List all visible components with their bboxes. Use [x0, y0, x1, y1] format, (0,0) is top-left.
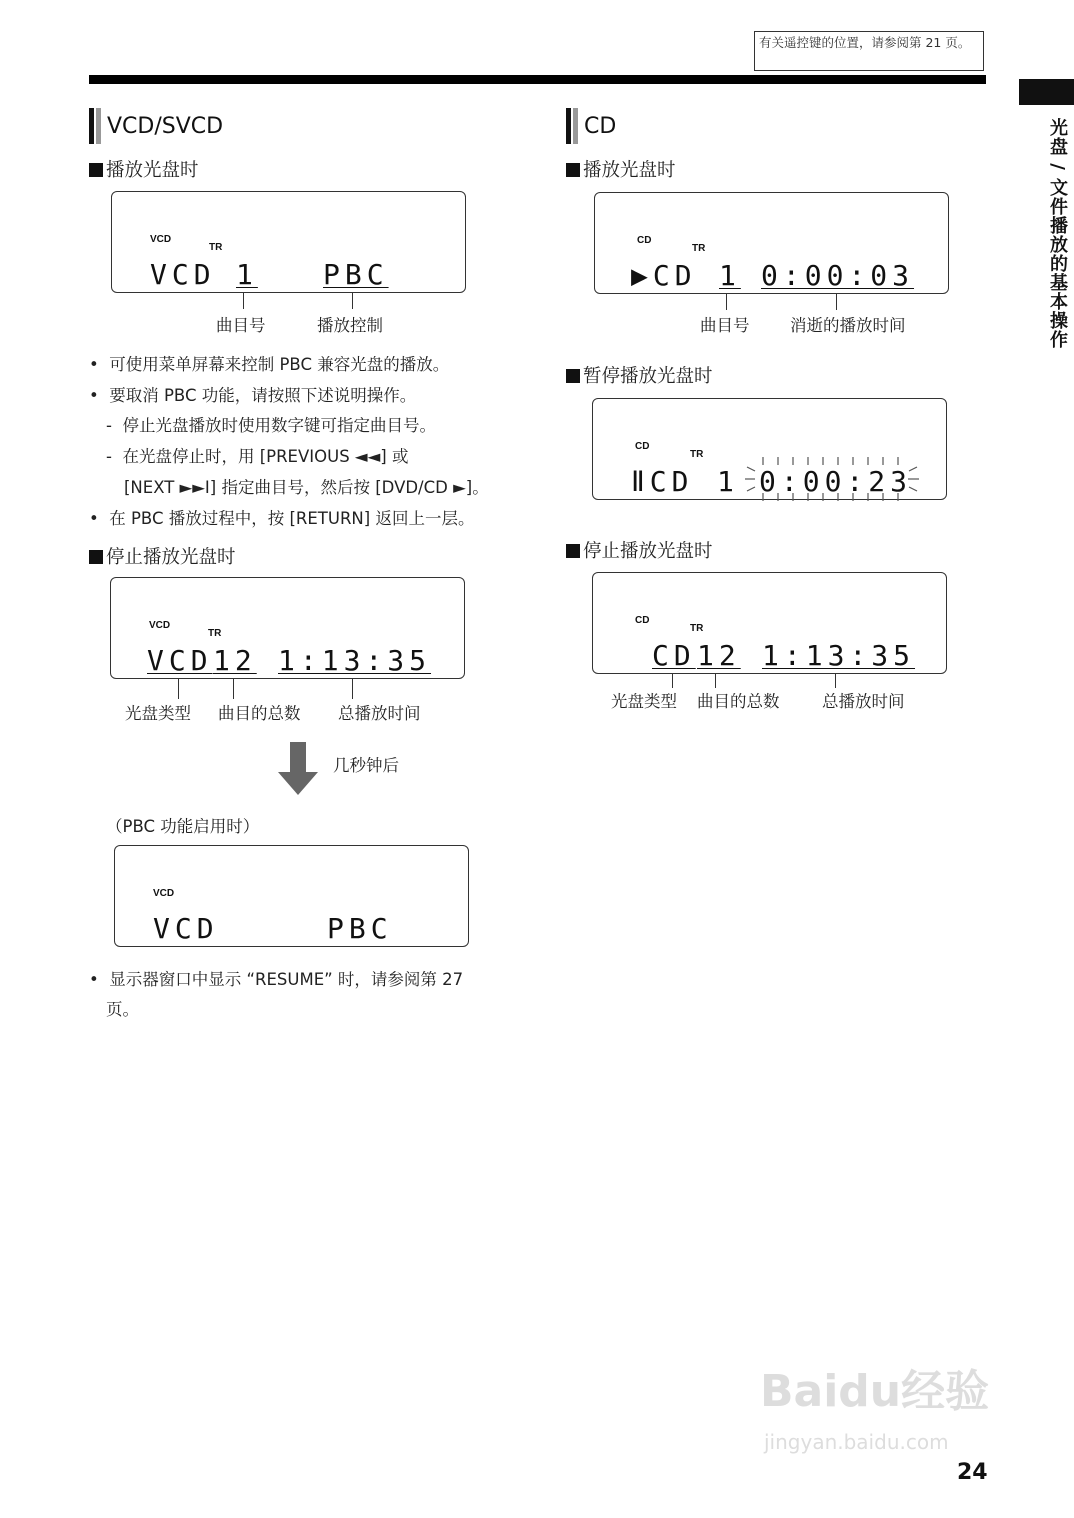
resume-note: • 显示器窗口中显示 “RESUME” 时，请参阅第 27	[89, 970, 464, 989]
callout-track-number: 曲目号	[216, 316, 266, 335]
callout-total-time: 总播放时间	[338, 704, 421, 723]
page-number: 24	[957, 1460, 988, 1485]
subheading-cd-paused: 暂停播放光盘时	[566, 362, 713, 388]
subheading-cd-stopped: 停止播放光盘时	[566, 537, 713, 563]
lcd-cd-paused: CD TR ⅡCD 1 0:00:23	[592, 398, 947, 500]
sub-bullet-item: - 停止光盘播放时使用数字键可指定曲目号。	[106, 416, 436, 435]
subheading-vcd-playing: 播放光盘时	[89, 156, 199, 182]
callout-track-number: 曲目号	[700, 316, 750, 335]
section-title-cd: CD	[566, 108, 616, 144]
sub-bullet-continuation: [NEXT ►►I] 指定曲目号，然后按 [DVD/CD ►]。	[124, 478, 489, 497]
section-title-vcd: VCD/SVCD	[89, 108, 223, 144]
sub-bullet-item: - 在光盘停止时，用 [PREVIOUS ◄◄] 或	[106, 447, 409, 466]
header-rule	[89, 75, 986, 84]
subheading-cd-playing: 播放光盘时	[566, 156, 676, 182]
callout-disc-type: 光盘类型	[611, 692, 677, 711]
pbc-enabled-note: （PBC 功能启用时）	[106, 817, 260, 836]
callout-total-time: 总播放时间	[822, 692, 905, 711]
subheading-vcd-stopped: 停止播放光盘时	[89, 543, 236, 569]
after-few-seconds-label: 几秒钟后	[333, 756, 399, 775]
callout-total-tracks: 曲目的总数	[697, 692, 780, 711]
arrow-down-icon	[278, 742, 320, 796]
lcd-cd-playing: CD TR ▶CD 1 0:00:03	[594, 192, 949, 294]
lcd-vcd-pbc: VCD VCD PBC	[114, 845, 469, 947]
watermark-url: jingyan.baidu.com	[764, 1430, 949, 1454]
watermark-logo: Baidu经验	[760, 1366, 990, 1417]
lcd-vcd-stopped: VCD TR VCD 12 1:13:35	[110, 577, 465, 679]
callout-playback-control: 播放控制	[317, 316, 383, 335]
callout-total-tracks: 曲目的总数	[218, 704, 301, 723]
reference-note: 有关遥控键的位置，请参阅第 21 页。	[754, 31, 984, 71]
bullet-item: • 可使用菜单屏幕来控制 PBC 兼容光盘的播放。	[89, 355, 450, 374]
bullet-item: • 要取消 PBC 功能，请按照下述说明操作。	[89, 386, 417, 405]
blink-indicator-icon	[743, 455, 923, 505]
side-chapter-title: 光盘 / 文件播放的基本操作	[1047, 118, 1068, 350]
resume-note-continuation: 页。	[106, 1000, 139, 1019]
callout-disc-type: 光盘类型	[125, 704, 191, 723]
bullet-item: • 在 PBC 播放过程中，按 [RETURN] 返回上一层。	[89, 509, 475, 528]
callout-elapsed-time: 消逝的播放时间	[790, 316, 906, 335]
side-tab-marker	[1019, 79, 1074, 105]
lcd-cd-stopped: CD TR CD 12 1:13:35	[592, 572, 947, 674]
lcd-vcd-playing: VCD TR VCD 1 PBC	[111, 191, 466, 293]
